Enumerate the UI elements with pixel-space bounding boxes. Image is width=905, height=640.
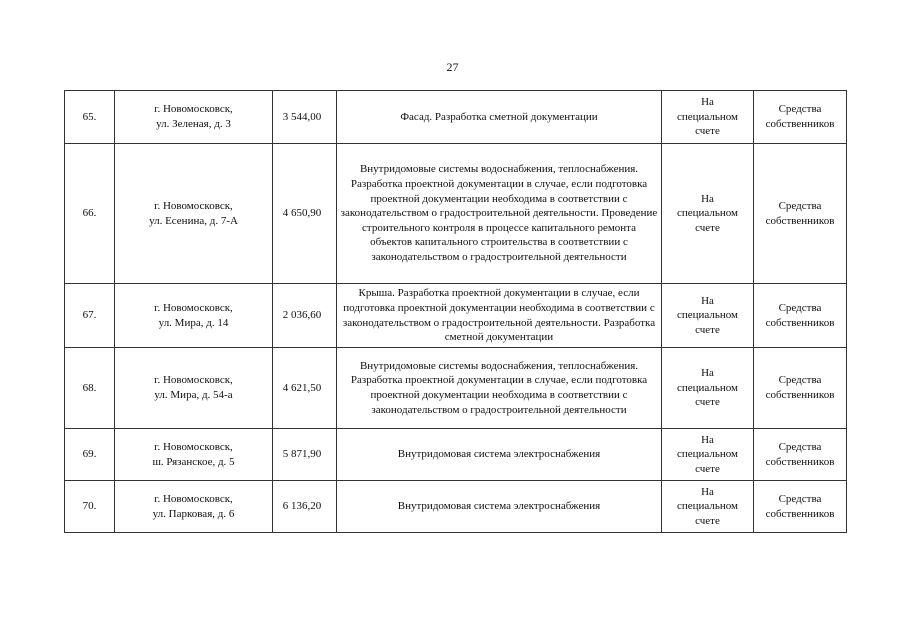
work-description: Крыша. Разработка проектной документации в случае, если подготовка проектной документации необходима в соответствии с законодательством о градостроительной деятельности. Разработка сметной документации: [337, 284, 662, 348]
funding-source-line: собственников: [765, 507, 835, 520]
page-number: 27: [446, 60, 459, 74]
address-street: ул. Есенина, д. 7-А: [149, 214, 238, 227]
address-city: г. Новомосковск,: [154, 301, 233, 314]
funding-source-cell: [754, 144, 847, 284]
address-street: ш. Рязанское, д. 5: [152, 455, 235, 468]
address-city: г. Новомосковск,: [154, 199, 233, 212]
account-line: счете: [695, 396, 720, 409]
funding-source-line: собственников: [765, 389, 835, 401]
account-cell: [662, 348, 754, 429]
cost-cell: 2 036,60: [273, 284, 337, 348]
address-cell: [115, 284, 273, 348]
work-description: Внутридомовые системы водоснабжения, теплоснабжения. Разработка проектной документации в случае, если подготовка проектной документации необходима в соответствии с законодательством о градостроительной деятельности: [337, 348, 662, 429]
account-line: специальном: [676, 110, 739, 123]
account-line: На: [701, 192, 714, 205]
funding-source-cell: [754, 284, 847, 348]
funding-source-cell: [754, 91, 847, 144]
funding-source-line: Средства: [778, 103, 822, 116]
row-number: 70.: [65, 481, 115, 533]
table-row: [65, 429, 847, 481]
address-cell: [115, 348, 273, 429]
account-line: На: [701, 294, 714, 307]
funding-source-line: собственников: [765, 316, 835, 329]
account-line: специальном: [676, 448, 739, 461]
account-cell: [662, 144, 754, 284]
cost-cell: 3 544,00: [273, 91, 337, 144]
row-number: 67.: [65, 284, 115, 348]
funding-source-line: собственников: [765, 214, 835, 227]
address-city: г. Новомосковск,: [154, 440, 233, 453]
account-line: счете: [695, 323, 720, 336]
address-cell: [115, 144, 273, 284]
address-city: г. Новомосковск,: [154, 492, 233, 505]
address-cell: [115, 481, 273, 533]
account-line: На: [701, 485, 714, 498]
account-line: счете: [695, 125, 720, 138]
funding-source-line: собственников: [765, 118, 835, 130]
work-description: Внутридомовая система электроснабжения: [337, 481, 662, 533]
account-cell: [662, 284, 754, 348]
row-number: 65.: [65, 91, 115, 144]
account-line: счете: [695, 462, 720, 475]
table-row: [65, 481, 847, 533]
work-description: Внутридомовые системы водоснабжения, теплоснабжения. Разработка проектной документации в случае, если подготовка проектной документации необходима в соответствии с законодательством о градостроительной деятельности. Проведение строительного контроля в процессе капитального ремонта объектов капитального строительства в соответствии с законодательством о градостроительной деятельности: [337, 144, 662, 284]
cost-cell: 6 136,20: [273, 481, 337, 533]
funding-source-cell: [754, 481, 847, 533]
table-row: [65, 284, 847, 348]
address-cell: [115, 91, 273, 144]
row-number: 66.: [65, 144, 115, 284]
row-number: 69.: [65, 429, 115, 481]
address-street: ул. Парковая, д. 6: [152, 507, 235, 520]
row-number: 68.: [65, 348, 115, 429]
account-cell: [662, 91, 754, 144]
account-line: На: [701, 433, 714, 446]
account-cell: [662, 481, 754, 533]
account-line: специальном: [676, 500, 739, 513]
table-row: [65, 91, 847, 144]
account-line: На: [701, 96, 714, 109]
funding-source-line: Средства: [778, 492, 822, 505]
account-line: счете: [695, 221, 720, 234]
address-city: г. Новомосковск,: [154, 103, 233, 116]
funding-source-line: Средства: [778, 374, 822, 387]
funding-source-line: Средства: [778, 440, 822, 453]
cost-cell: 4 621,50: [273, 348, 337, 429]
funding-source-cell: [754, 348, 847, 429]
funding-source-cell: [754, 429, 847, 481]
funding-source-line: собственников: [765, 455, 835, 468]
address-city: г. Новомосковск,: [154, 374, 233, 387]
address-street: ул. Мира, д. 14: [158, 316, 229, 329]
address-street: ул. Зеленая, д. 3: [156, 118, 231, 130]
cost-cell: 5 871,90: [273, 429, 337, 481]
account-line: На: [701, 367, 714, 380]
cost-cell: 4 650,90: [273, 144, 337, 284]
table-row: [65, 144, 847, 284]
account-line: специальном: [676, 207, 739, 220]
account-cell: [662, 429, 754, 481]
account-line: специальном: [676, 381, 739, 394]
work-description: Внутридомовая система электроснабжения: [337, 429, 662, 481]
work-description: Фасад. Разработка сметной документации: [337, 91, 662, 144]
address-street: ул. Мира, д. 54-а: [154, 389, 233, 401]
account-line: счете: [695, 514, 720, 527]
address-cell: [115, 429, 273, 481]
table-row: [65, 348, 847, 429]
funding-source-line: Средства: [778, 199, 822, 212]
funding-source-line: Средства: [778, 301, 822, 314]
account-line: специальном: [676, 309, 739, 322]
repair-works-table: [64, 90, 847, 533]
